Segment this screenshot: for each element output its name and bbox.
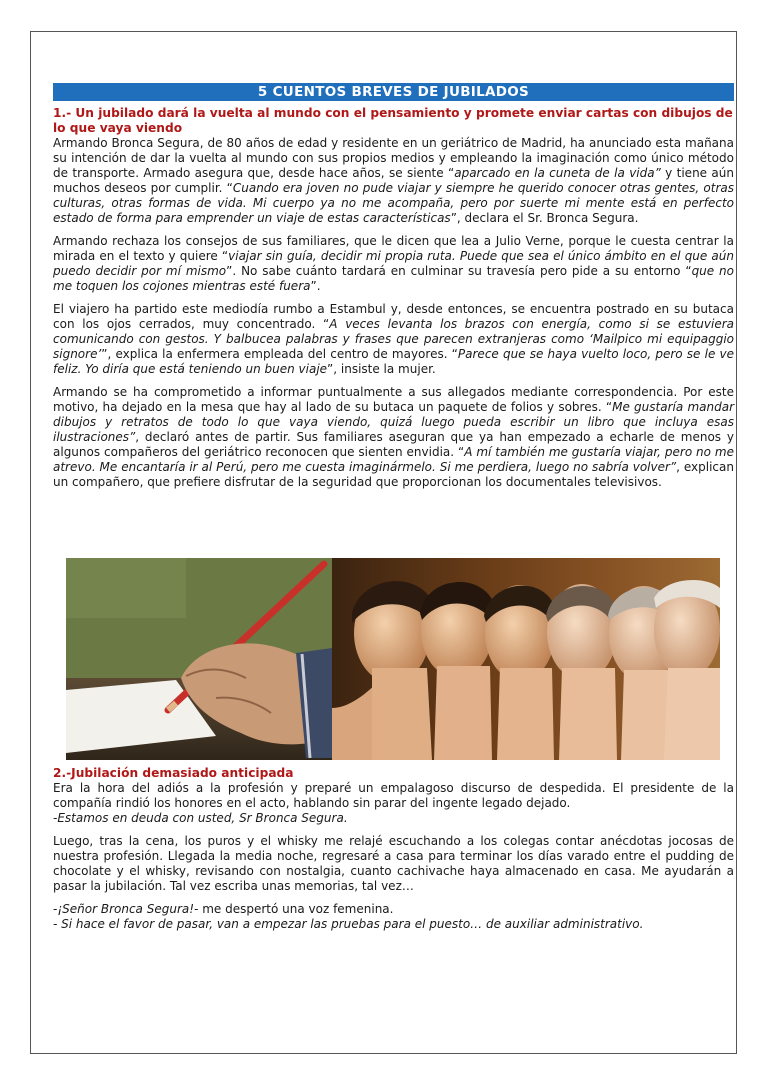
hand-with-pencil-image [66, 558, 332, 760]
text-run: Armando se ha comprometido a informar puntualmente a sus allegados mediante correspondencia. Por este motivo, ha dejado en la mesa que hay al lado de su butaca un paquete de folios y sobres. “ [53, 384, 734, 414]
story-1-paragraph-2 [53, 234, 734, 294]
text-run: y tiene aún muchos deseos por cumplir. “ [53, 165, 734, 195]
story-2-paragraph-1-text: Era la hora del adiós a la profesión y preparé un empalagoso discurso de despedida. El presidente de la compañía rindió los honores en el acto, hablando sin parar del ingente legado dejado. [53, 780, 734, 810]
story-2-heading: 2.-Jubilación demasiado anticipada [53, 766, 294, 780]
story-1-paragraph-4 [53, 385, 734, 490]
quote-run: aparcado en la cuneta de la vida” [454, 165, 661, 180]
story-2-paragraph-1 [53, 781, 734, 826]
story-2-quote: -Estamos en deuda con usted, Sr Bronca Segura. [53, 810, 348, 825]
text-run: , declaró antes de partir. Sus familiares aseguran que ya han empezado a echarle de menos y algunos compañeros del geriátrico reconocen que sienten envidia. “ [53, 429, 734, 459]
illustrations [66, 558, 720, 760]
dialogue-dash: - [53, 901, 58, 916]
story-1-section [53, 83, 734, 498]
dialogue-final-line: - Si hace el favor de pasar, van a empezar las pruebas para el puesto… de auxiliar administrativo. [53, 916, 644, 931]
dialogue-narration: - me despertó una voz femenina. [194, 901, 394, 916]
text-run: , explican un compañero, que prefiere disfrutar de la seguridad que proporcionan los documentales televisivos. [53, 459, 734, 489]
story-2-paragraph-3 [53, 902, 734, 932]
story-1-heading: 1.- Un jubilado dará la vuelta al mundo con el pensamiento y promete enviar cartas con dibujos de lo que vaya viendo [53, 106, 733, 135]
hand-drawing-photo [66, 558, 332, 760]
quote-run: A veces levanta los brazos con energía, como si se estuviera comunicando con gestos. Y balbucea palabras y frases que parecen extranjeras como ‘Mailpico mi equipaggio signore’ [53, 316, 734, 361]
text-run: ”. [310, 278, 321, 293]
quote-run: A mí también me gustaría viajar, pero no me atrevo. Me encantaría ir al Perú, pero me cuesta imaginármelo. Si me perdiera, luego no sabría volver” [53, 444, 734, 474]
text-run: ”, declara el Sr. Bronca Segura. [450, 210, 639, 225]
aging-faces-image [332, 558, 720, 760]
story-2-paragraph-2: Luego, tras la cena, los puros y el whisky me relajé escuchando a los colegas contar anécdotas jocosas de nuestra profesión. Llegada la media noche, regresaré a casa para terminar los días varado entre el pudding de chocolate y el whisky, revisando con nostalgia, cuanto cachivache haya almacenado en casa. Me ayudarán a pasar la jubilación. Tal vez escriba unas memorias, tal vez… [53, 833, 734, 893]
quote-run: Me gustaría mandar dibujos y retratos de todo lo que vaya viendo, quizá luego pueda escribir un libro que incluya esas ilustraciones” [53, 399, 734, 444]
page-title: 5 CUENTOS BREVES DE JUBILADOS [53, 83, 734, 101]
text-run: El viajero ha partido este mediodía rumbo a Estambul y, desde entonces, se encuentra postrado en su butaca con los ojos cerrados, muy concentrado. “ [53, 301, 734, 331]
text-run: ”, insiste la mujer. [327, 361, 436, 376]
text-run: ”, explica la enfermera empleada del centro de mayores. “ [101, 346, 458, 361]
quote-run: que no me toquen los cojones mientras esté fuera [53, 263, 734, 293]
dialogue-call: ¡Señor Bronca Segura! [57, 901, 195, 916]
text-run: Armando Bronca Segura, de 80 años de edad y residente en un geriátrico de Madrid, ha anunciado esta mañana su intención de dar la vuelta al mundo con sus propios medios y empleando la imaginación como único método de transporte. Armado asegura que, desde hace años, se siente “ [53, 135, 734, 180]
story-1-paragraph-3 [53, 302, 734, 377]
story-2-section [53, 766, 734, 932]
text-run: Armando rechaza los consejos de sus familiares, que le dicen que lea a Julio Verne, porque le cuesta centrar la mirada en el texto y quiere “ [53, 233, 734, 263]
quote-run: Parece que se haya vuelto loco, pero se le ve feliz. Yo diría que está teniendo un buen viaje [53, 346, 734, 376]
quote-run: Cuando era joven no pude viajar y siempre he querido conocer otras gentes, otras culturas, otras formas de vida. Mi cuerpo ya no me acompaña, pero por suerte mi mente está en perfecto estado de forma para emprender un viaje de estas características [53, 180, 734, 225]
story-1-paragraph-1 [53, 136, 734, 226]
aging-faces-photo [332, 558, 720, 760]
quote-run: viajar sin guía, decidir mi propia ruta. Puede que sea el único ámbito en el que aún puedo decidir por mí mismo [53, 248, 734, 278]
text-run: ”. No sabe cuánto tardará en culminar su travesía pero pide a su entorno “ [226, 263, 692, 278]
